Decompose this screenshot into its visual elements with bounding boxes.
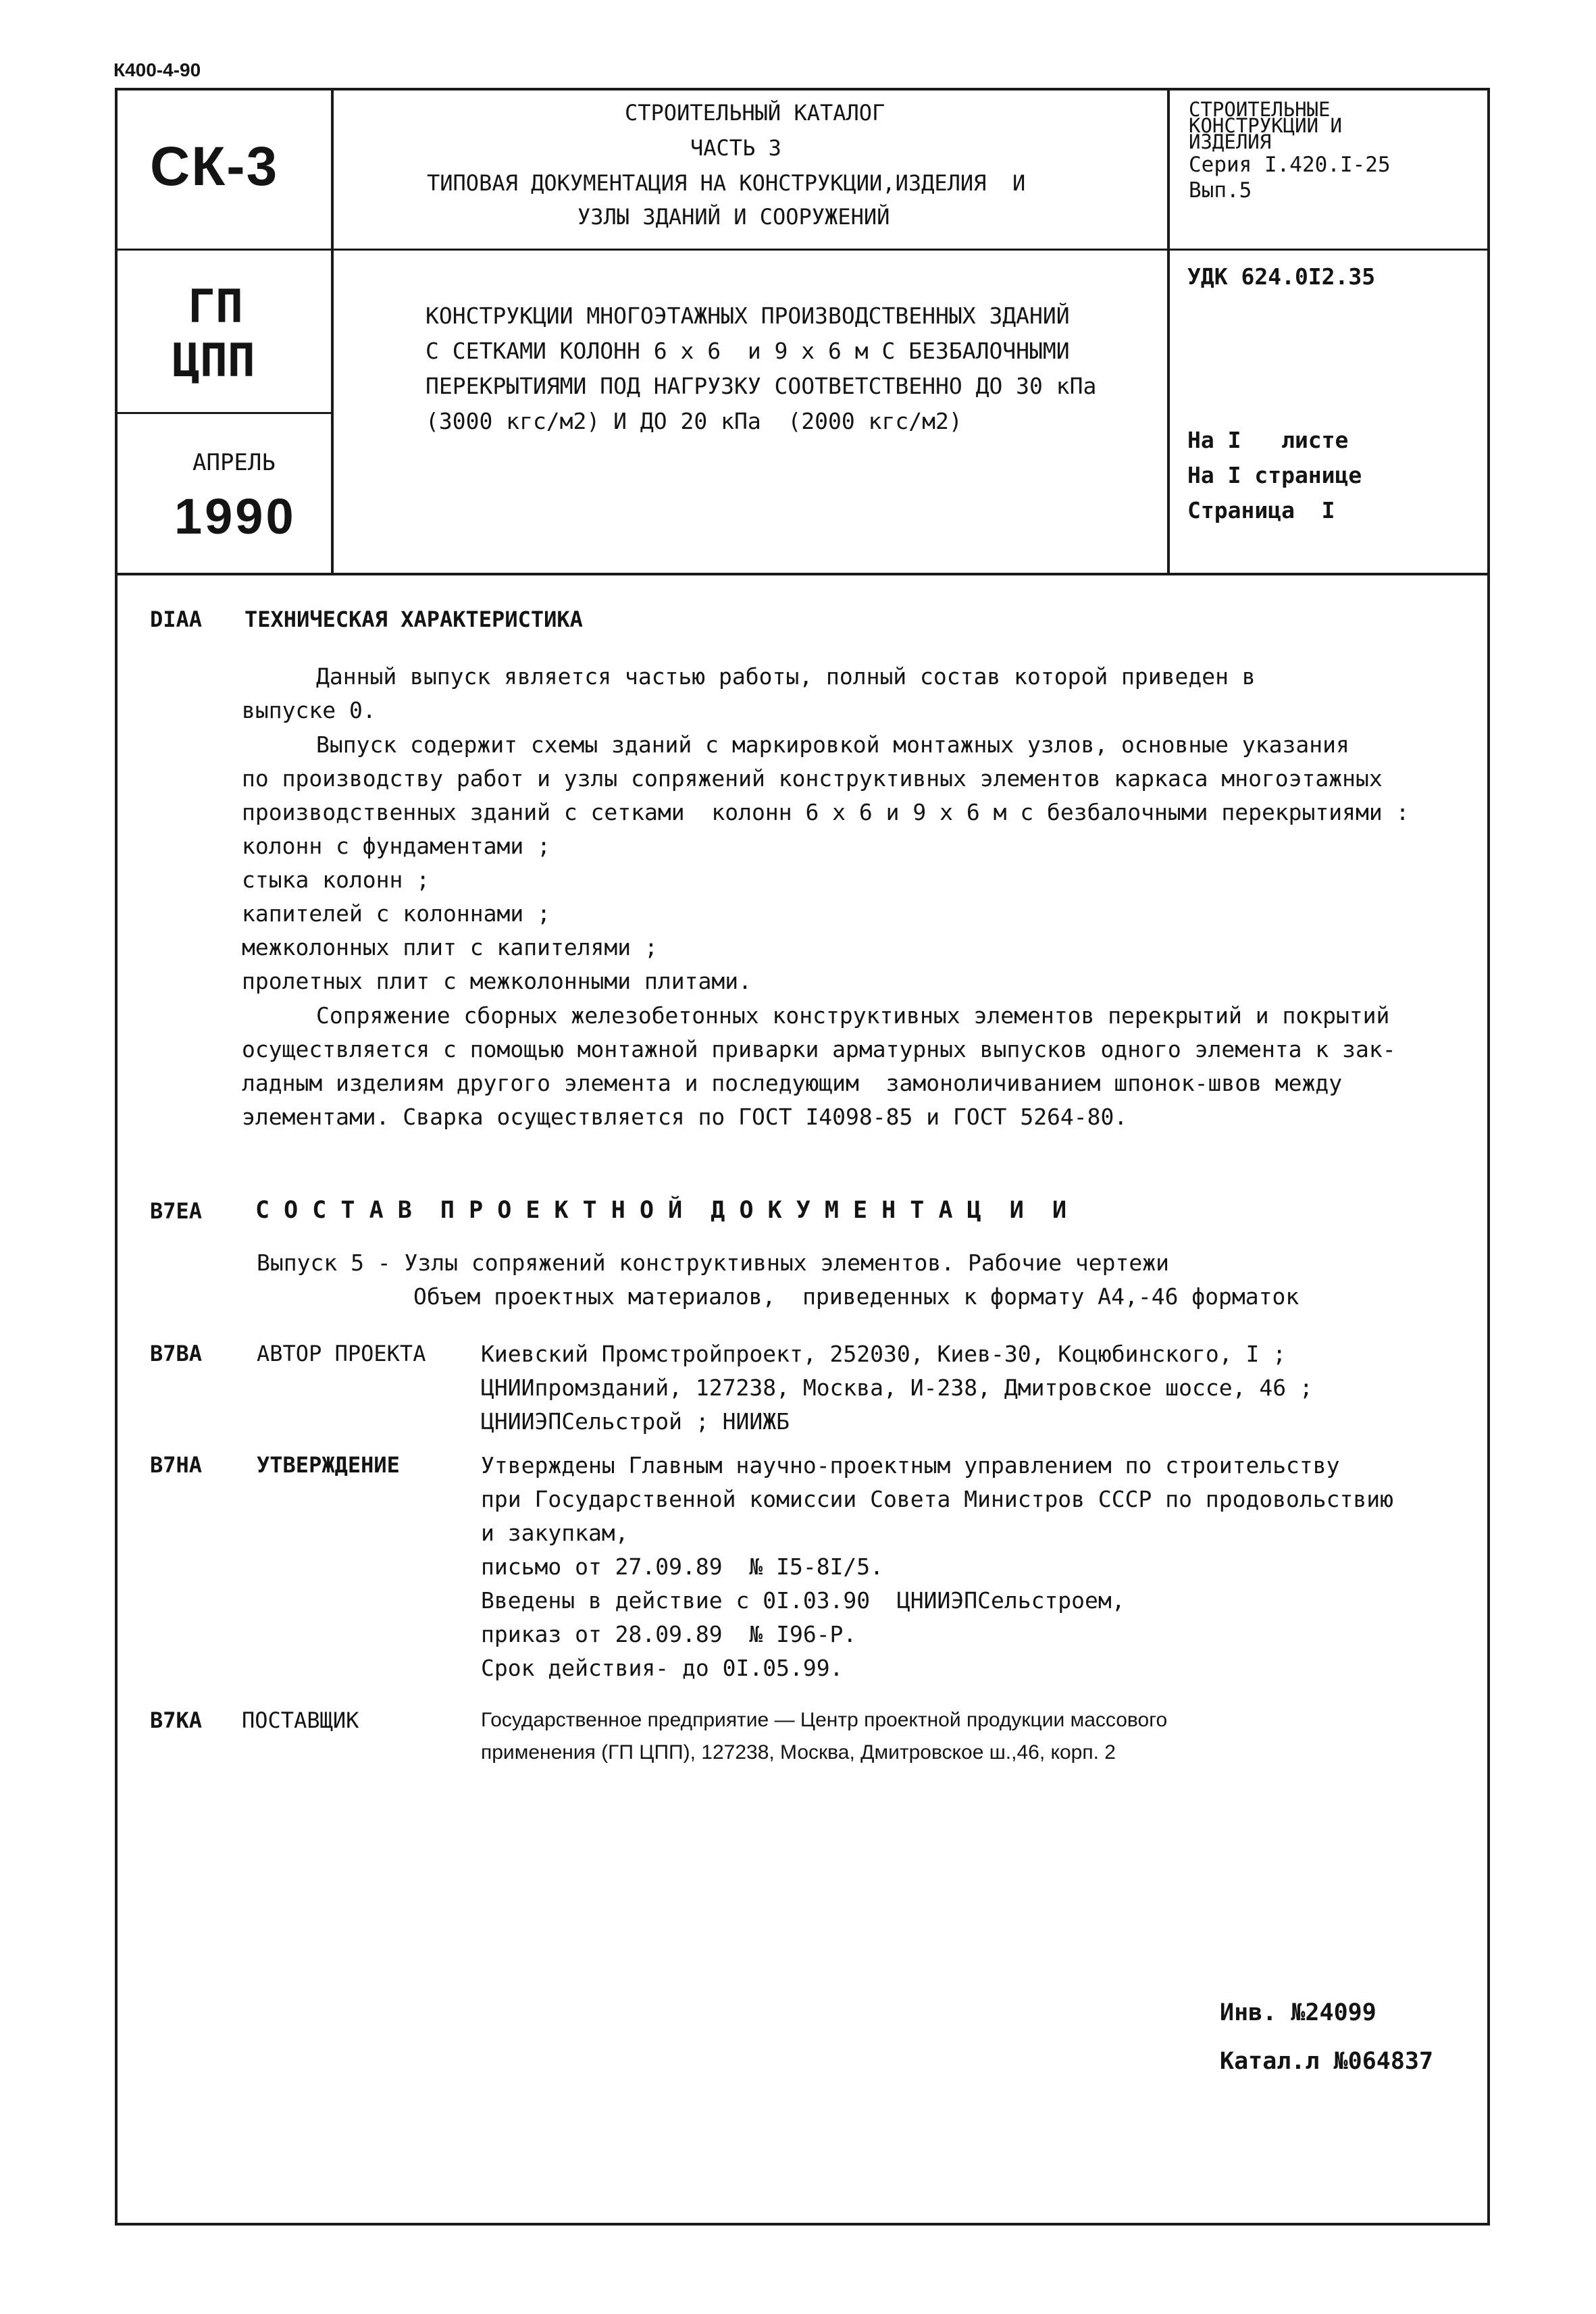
tech-line: Сопряжение сборных железобетонных конструктивных элементов перекрытий и покрытий	[316, 1002, 1390, 1029]
issue-number: Вып.5	[1189, 178, 1252, 203]
approval-code: B7HA	[150, 1452, 203, 1478]
tech-line: капителей с колоннами ;	[242, 900, 550, 927]
work-title-line-1: КОНСТРУКЦИИ МНОГОЭТАЖНЫХ ПРОИЗВОДСТВЕННЫХ ЗДАНИЙ	[426, 303, 1070, 329]
approval-line: Введены в действие с 0I.03.90 ЦНИИЭПСельстроем,	[481, 1587, 1125, 1614]
tech-line: Данный выпуск является частью работы, полный состав которой приведен в	[316, 663, 1256, 690]
work-title-line-2: С СЕТКАМИ КОЛОНН 6 х 6 и 9 х 6 м С БЕЗБАЛОЧНЫМИ	[426, 338, 1070, 364]
pages-count: На I странице	[1187, 462, 1362, 488]
tech-line: стыка колонн ;	[242, 867, 430, 893]
supplier-line: Государственное предприятие — Центр проектной продукции массового	[481, 1709, 1168, 1731]
sheets-count: На I листе	[1187, 427, 1349, 453]
author-label: АВТОР ПРОЕКТА	[257, 1341, 426, 1366]
author-line: ЦНИИпромзданий, 127238, Москва, И-238, Дмитровское шоссе, 46 ;	[481, 1374, 1313, 1401]
supplier-code: B7KA	[150, 1707, 203, 1733]
composition-title: С О С Т А В П Р О Е К Т Н О Й Д О К У М Е Н Т А Ц И И	[255, 1197, 1067, 1224]
catalog-subtitle-1: ТИПОВАЯ ДОКУМЕНТАЦИЯ НА КОНСТРУКЦИИ,ИЗДЕЛИЯ И	[427, 170, 1026, 196]
header-divider-left	[331, 88, 334, 574]
tech-line: колонн с фундаментами ;	[242, 833, 550, 859]
catalog-title: СТРОИТЕЛЬНЫЙ КАТАЛОГ	[625, 100, 885, 126]
tech-title: ТЕХНИЧЕСКАЯ ХАРАКТЕРИСТИКА	[244, 607, 583, 632]
page-number: Страница I	[1187, 497, 1335, 523]
tech-line: по производству работ и узлы сопряжений конструктивных элементов каркаса многоэтажных	[242, 765, 1383, 792]
approval-label: УТВЕРЖДЕНИЕ	[257, 1452, 400, 1478]
work-title-line-3: ПЕРЕКРЫТИЯМИ ПОД НАГРУЗКУ СООТВЕТСТВЕННО ДО 30 кПа	[426, 373, 1097, 399]
frame-top	[115, 88, 1490, 91]
approval-line: Срок действия- до 0I.05.99.	[481, 1655, 844, 1681]
left-column-divider	[115, 412, 332, 414]
series-line-2: КОНСТРУКЦИИ И	[1189, 114, 1342, 137]
approval-line: приказ от 28.09.89 № I96-Р.	[481, 1621, 857, 1647]
approval-line: и закупкам,	[481, 1520, 629, 1546]
catalog-subtitle-2: УЗЛЫ ЗДАНИЙ И СООРУЖЕНИЙ	[577, 204, 890, 230]
tech-code: DIAA	[150, 607, 203, 632]
inventory-number: Инв. №24099	[1220, 1999, 1376, 2026]
tech-line: ладным изделиям другого элемента и последующим замоноличиванием шпонок-швов между	[242, 1070, 1343, 1096]
supplier-line: применения (ГП ЦПП), 127238, Москва, Дмитровское ш.,46, корп. 2	[481, 1741, 1116, 1764]
tech-line: пролетных плит с межколонными плитами.	[242, 968, 752, 994]
udk-code: УДК 624.0I2.35	[1187, 263, 1376, 290]
org-line-2: ЦПП	[172, 334, 255, 388]
composition-volume: Объем проектных материалов, приведенных к формату А4,-46 форматок	[413, 1283, 1299, 1310]
series-line-3: ИЗДЕЛИЯ	[1189, 130, 1272, 153]
header-row-divider	[115, 249, 1490, 251]
composition-code: B7EA	[150, 1198, 203, 1224]
author-line: Киевский Промстройпроект, 252030, Киев-30, Коцюбинского, I ;	[481, 1341, 1287, 1367]
approval-line: Утверждены Главным научно-проектным управлением по строительству	[481, 1452, 1340, 1479]
series-line-1: СТРОИТЕЛЬНЫЕ	[1189, 98, 1331, 121]
work-title-line-4: (3000 кгс/м2) И ДО 20 кПа (2000 кгс/м2)	[426, 408, 962, 434]
approval-line: письмо от 27.09.89 № I5-8I/5.	[481, 1553, 884, 1580]
document-code: К400-4-90	[113, 59, 201, 80]
series-number: Серия I.420.I-25	[1189, 153, 1391, 177]
tech-line: элементами. Сварка осуществляется по ГОСТ I4098-85 и ГОСТ 5264-80.	[242, 1104, 1128, 1130]
tech-line: выпуске 0.	[242, 697, 376, 723]
catalog-code: СК-3	[150, 136, 279, 197]
year: 1990	[174, 488, 297, 544]
frame-right	[1487, 88, 1490, 2226]
composition-issue: Выпуск 5 - Узлы сопряжений конструктивных элементов. Рабочие чертежи	[257, 1250, 1170, 1276]
author-line: ЦНИИЭПСельстрой ; НИИЖБ	[481, 1408, 790, 1435]
catalog-part: ЧАСТЬ 3	[690, 135, 781, 161]
approval-line: при Государственной комиссии Совета Министров СССР по продовольствию	[481, 1486, 1394, 1512]
org-line-1: ГП	[188, 280, 243, 334]
frame-left	[115, 88, 118, 2226]
supplier-label: ПОСТАВЩИК	[242, 1707, 359, 1733]
header-divider-right	[1167, 88, 1170, 574]
author-code: B7BA	[150, 1341, 203, 1366]
catalog-sheet-number: Катал.л №064837	[1220, 2048, 1434, 2075]
tech-line: Выпуск содержит схемы зданий с маркировкой монтажных узлов, основные указания	[316, 731, 1349, 758]
header-bottom-line	[115, 573, 1490, 575]
tech-line: производственных зданий с сетками колонн 6 х 6 и 9 х 6 м с безбалочными перекрытиями :	[242, 799, 1410, 825]
tech-line: межколонных плит с капителями ;	[242, 934, 658, 960]
frame-bottom	[115, 2223, 1490, 2226]
tech-line: осуществляется с помощью монтажной приварки арматурных выпусков одного элемента к зак-	[242, 1036, 1396, 1062]
month: АПРЕЛЬ	[192, 449, 276, 476]
